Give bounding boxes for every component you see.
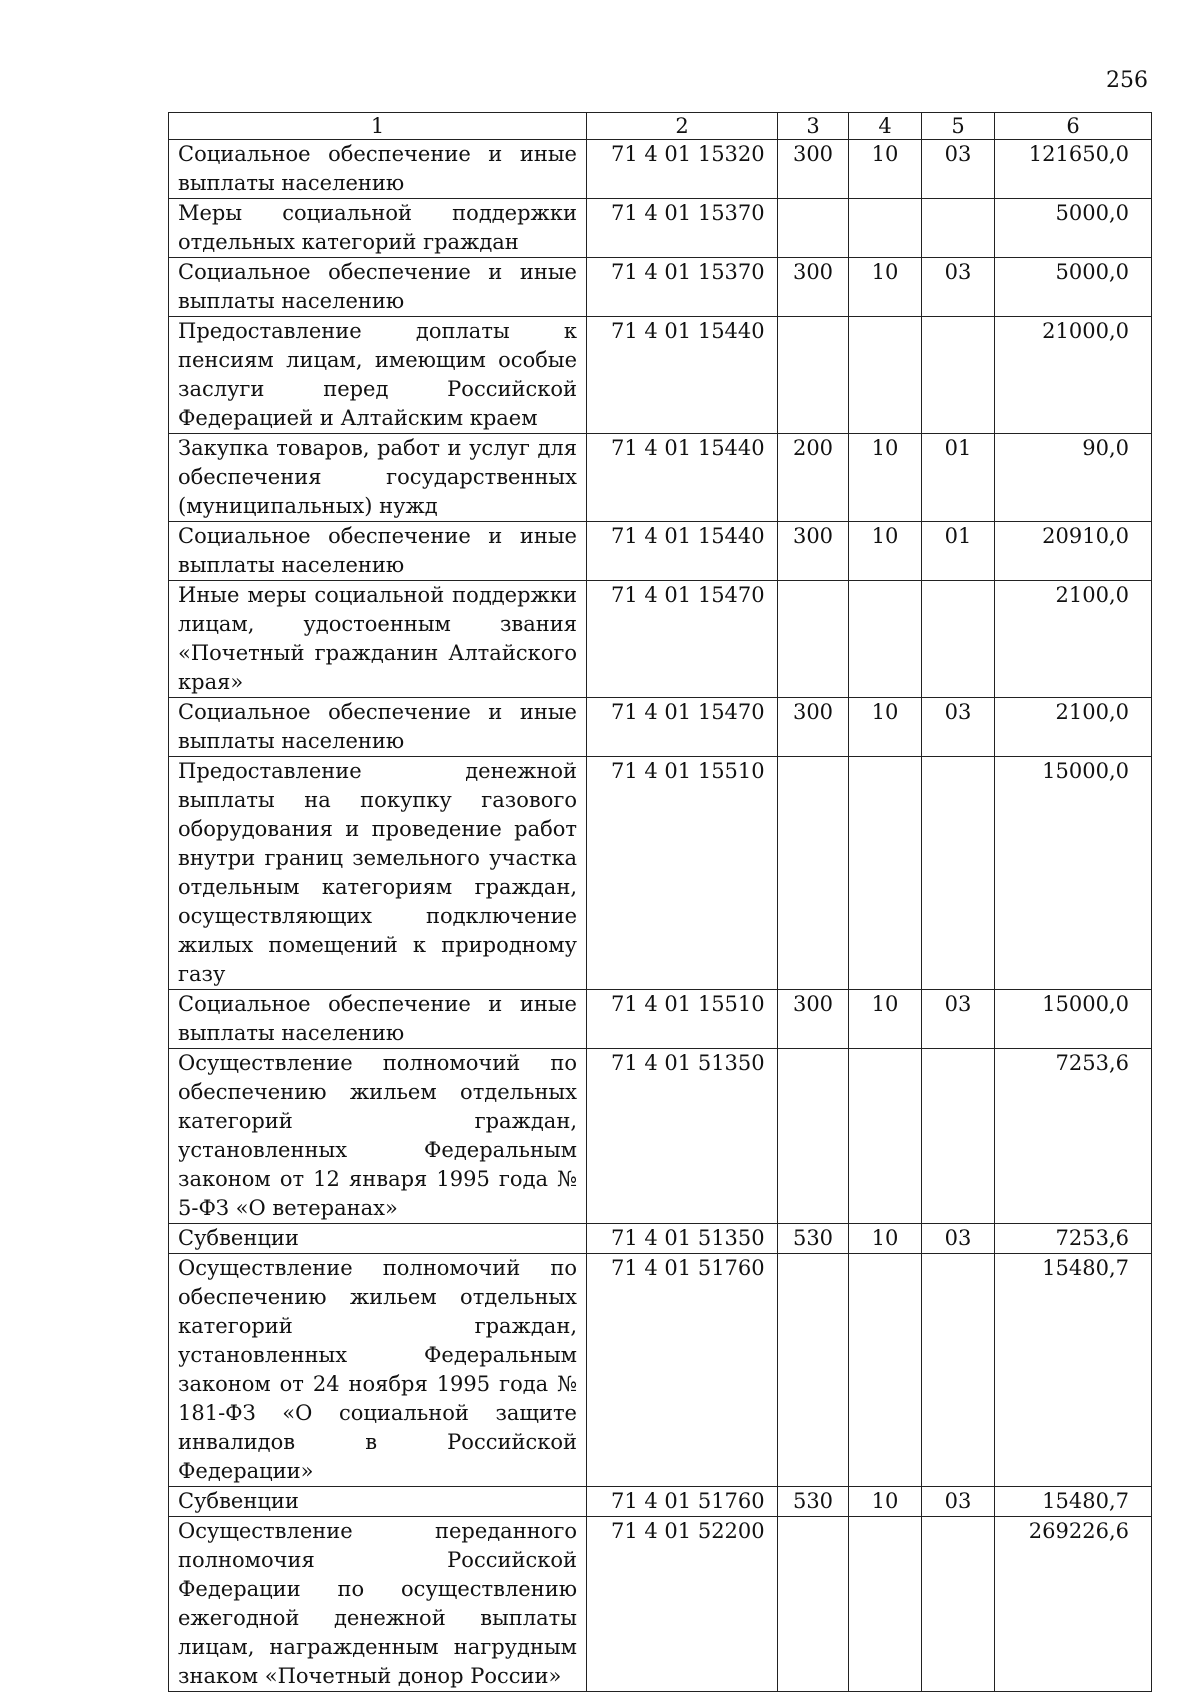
column-header: 1	[169, 113, 587, 140]
row-sum-cell: 2100,0	[995, 698, 1152, 757]
row-column-5-cell: 03	[922, 990, 995, 1049]
row-code-cell: 71 4 01 15370	[587, 258, 778, 317]
column-header: 4	[849, 113, 922, 140]
table-row	[169, 1487, 1152, 1517]
row-name-cell: Социальное обеспечение и иные выплаты населению	[169, 990, 587, 1049]
row-column-4-cell: 10	[849, 990, 922, 1049]
row-column-4-cell: 10	[849, 1224, 922, 1254]
row-column-5-cell	[922, 1254, 995, 1487]
row-code-cell: 71 4 01 51350	[587, 1224, 778, 1254]
row-name-cell: Субвенции	[169, 1487, 587, 1517]
table-row	[169, 1254, 1152, 1487]
row-code-cell: 71 4 01 15510	[587, 757, 778, 990]
row-sum-cell: 7253,6	[995, 1049, 1152, 1224]
row-column-5-cell	[922, 757, 995, 990]
row-code-cell: 71 4 01 15440	[587, 434, 778, 522]
table-row	[169, 990, 1152, 1049]
row-column-3-cell: 530	[778, 1487, 849, 1517]
row-column-5-cell: 03	[922, 1487, 995, 1517]
row-sum-cell: 5000,0	[995, 199, 1152, 258]
row-name-cell: Закупка товаров, работ и услуг для обеспечения государственных (муниципальных) нужд	[169, 434, 587, 522]
row-column-5-cell: 03	[922, 140, 995, 199]
row-column-3-cell: 300	[778, 140, 849, 199]
row-column-5-cell: 03	[922, 698, 995, 757]
row-column-4-cell	[849, 1517, 922, 1692]
table-row	[169, 317, 1152, 434]
table-row	[169, 434, 1152, 522]
row-column-4-cell	[849, 1254, 922, 1487]
row-code-cell: 71 4 01 52200	[587, 1517, 778, 1692]
row-sum-cell: 15000,0	[995, 990, 1152, 1049]
row-sum-cell: 15480,7	[995, 1254, 1152, 1487]
row-column-4-cell: 10	[849, 698, 922, 757]
row-column-4-cell	[849, 199, 922, 258]
table-row	[169, 522, 1152, 581]
row-column-5-cell	[922, 199, 995, 258]
row-code-cell: 71 4 01 15470	[587, 581, 778, 698]
row-sum-cell: 20910,0	[995, 522, 1152, 581]
row-column-5-cell: 03	[922, 258, 995, 317]
row-column-4-cell	[849, 581, 922, 698]
row-name-cell: Социальное обеспечение и иные выплаты населению	[169, 698, 587, 757]
row-code-cell: 71 4 01 51760	[587, 1254, 778, 1487]
row-column-5-cell: 01	[922, 434, 995, 522]
row-column-3-cell: 300	[778, 990, 849, 1049]
page-number: 256	[1106, 68, 1148, 93]
row-column-3-cell	[778, 1049, 849, 1224]
table-row	[169, 581, 1152, 698]
row-sum-cell: 21000,0	[995, 317, 1152, 434]
row-column-5-cell: 03	[922, 1224, 995, 1254]
column-header: 2	[587, 113, 778, 140]
column-header: 6	[995, 113, 1152, 140]
row-code-cell: 71 4 01 15370	[587, 199, 778, 258]
row-column-3-cell	[778, 317, 849, 434]
row-column-3-cell	[778, 581, 849, 698]
row-sum-cell: 90,0	[995, 434, 1152, 522]
row-column-3-cell: 530	[778, 1224, 849, 1254]
row-sum-cell: 15480,7	[995, 1487, 1152, 1517]
column-header: 3	[778, 113, 849, 140]
row-column-4-cell	[849, 1049, 922, 1224]
table-row	[169, 698, 1152, 757]
row-column-3-cell	[778, 1517, 849, 1692]
row-name-cell: Меры социальной поддержки отдельных категорий граждан	[169, 199, 587, 258]
row-sum-cell: 7253,6	[995, 1224, 1152, 1254]
table-row	[169, 757, 1152, 990]
row-column-3-cell	[778, 199, 849, 258]
row-code-cell: 71 4 01 15470	[587, 698, 778, 757]
row-name-cell: Социальное обеспечение и иные выплаты населению	[169, 522, 587, 581]
row-column-3-cell	[778, 1254, 849, 1487]
row-name-cell: Иные меры социальной поддержки лицам, удостоенным звания «Почетный гражданин Алтайского края»	[169, 581, 587, 698]
row-sum-cell: 2100,0	[995, 581, 1152, 698]
column-header: 5	[922, 113, 995, 140]
row-name-cell: Предоставление доплаты к пенсиям лицам, имеющим особые заслуги перед Российской Федерацией и Алтайским краем	[169, 317, 587, 434]
table-header-row	[169, 113, 1152, 140]
table-row	[169, 258, 1152, 317]
row-column-5-cell	[922, 1517, 995, 1692]
row-name-cell: Осуществление полномочий по обеспечению жильем отдельных категорий граждан, установленных Федеральным законом от 24 ноября 1995 года № 181-ФЗ «О социальной защите инвалидов в Российской Федерации»	[169, 1254, 587, 1487]
row-code-cell: 71 4 01 51760	[587, 1487, 778, 1517]
row-name-cell: Осуществление переданного полномочия Российской Федерации по осуществлению ежегодной денежной выплаты лицам, награжденным нагрудным знаком «Почетный донор России»	[169, 1517, 587, 1692]
row-code-cell: 71 4 01 51350	[587, 1049, 778, 1224]
row-column-4-cell: 10	[849, 140, 922, 199]
row-code-cell: 71 4 01 15510	[587, 990, 778, 1049]
table-row	[169, 1224, 1152, 1254]
row-column-4-cell: 10	[849, 1487, 922, 1517]
table-row	[169, 1049, 1152, 1224]
table-row	[169, 199, 1152, 258]
row-column-4-cell	[849, 757, 922, 990]
row-name-cell: Осуществление полномочий по обеспечению жильем отдельных категорий граждан, установленных Федеральным законом от 12 января 1995 года № 5-ФЗ «О ветеранах»	[169, 1049, 587, 1224]
row-column-4-cell: 10	[849, 258, 922, 317]
table-row	[169, 1517, 1152, 1692]
row-column-5-cell	[922, 581, 995, 698]
row-sum-cell: 269226,6	[995, 1517, 1152, 1692]
row-column-3-cell	[778, 757, 849, 990]
row-name-cell: Социальное обеспечение и иные выплаты населению	[169, 258, 587, 317]
row-column-4-cell: 10	[849, 434, 922, 522]
budget-table	[168, 112, 1152, 1692]
row-column-3-cell: 300	[778, 698, 849, 757]
row-column-3-cell: 300	[778, 522, 849, 581]
row-column-5-cell	[922, 317, 995, 434]
row-column-5-cell	[922, 1049, 995, 1224]
row-name-cell: Субвенции	[169, 1224, 587, 1254]
row-sum-cell: 121650,0	[995, 140, 1152, 199]
row-code-cell: 71 4 01 15320	[587, 140, 778, 199]
row-column-5-cell: 01	[922, 522, 995, 581]
row-column-4-cell: 10	[849, 522, 922, 581]
row-sum-cell: 15000,0	[995, 757, 1152, 990]
row-column-4-cell	[849, 317, 922, 434]
row-sum-cell: 5000,0	[995, 258, 1152, 317]
row-name-cell: Предоставление денежной выплаты на покупку газового оборудования и проведение работ внутри границ земельного участка отдельным категориям граждан, осуществляющих подключение жилых помещений к природному газу	[169, 757, 587, 990]
row-column-3-cell: 300	[778, 258, 849, 317]
row-column-3-cell: 200	[778, 434, 849, 522]
table-row	[169, 140, 1152, 199]
row-code-cell: 71 4 01 15440	[587, 317, 778, 434]
row-name-cell: Социальное обеспечение и иные выплаты населению	[169, 140, 587, 199]
row-code-cell: 71 4 01 15440	[587, 522, 778, 581]
